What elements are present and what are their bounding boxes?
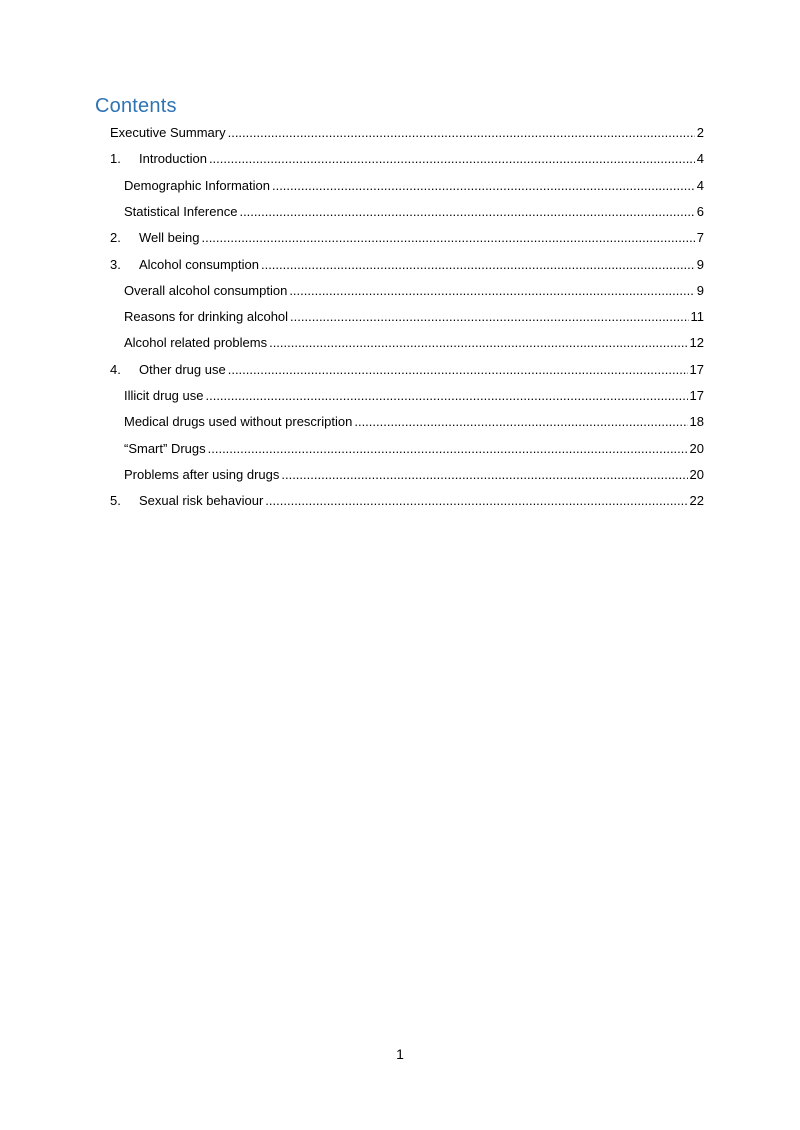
toc-dot-leader bbox=[228, 123, 695, 143]
toc-entry-title: Reasons for drinking alcohol bbox=[124, 309, 289, 325]
toc-dot-leader bbox=[201, 228, 694, 248]
toc-entry-page: 12 bbox=[689, 335, 704, 351]
toc-entry-page: 9 bbox=[696, 256, 704, 272]
toc-entry-title: “Smart” Drugs bbox=[124, 440, 206, 456]
toc-dot-leader bbox=[269, 333, 687, 353]
toc-dot-leader bbox=[261, 255, 695, 275]
toc-entry-page: 11 bbox=[690, 309, 704, 325]
toc-entry-number: 1. bbox=[110, 151, 121, 167]
toc-entry-title: Medical drugs used without prescription bbox=[124, 414, 353, 430]
toc-entry-number: 4. bbox=[110, 361, 121, 377]
toc-entry[interactable] bbox=[110, 123, 704, 143]
toc-entry[interactable] bbox=[124, 202, 704, 222]
toc-entry-title: Statistical Inference bbox=[124, 203, 238, 219]
toc-entry[interactable] bbox=[124, 333, 704, 353]
toc-entry-title: Well being bbox=[139, 230, 200, 246]
toc-entry-page: 6 bbox=[696, 203, 704, 219]
toc-entry-title: Illicit drug use bbox=[124, 388, 204, 403]
toc-entry-page: 9 bbox=[696, 282, 704, 298]
toc-entry-title: Alcohol related problems bbox=[124, 335, 268, 351]
toc-entry[interactable] bbox=[124, 307, 704, 327]
toc-entry-page: 17 bbox=[689, 361, 704, 377]
toc-dot-leader bbox=[228, 360, 688, 380]
toc-entry-number: 3. bbox=[110, 256, 121, 272]
toc-entry[interactable] bbox=[124, 386, 704, 406]
toc-entry-page: 22 bbox=[689, 493, 704, 509]
toc-entry[interactable] bbox=[110, 255, 704, 275]
toc-entry-title: Overall alcohol consumption bbox=[124, 282, 288, 298]
toc-entry-page: 20 bbox=[689, 440, 704, 456]
toc-entry[interactable] bbox=[124, 281, 704, 301]
toc-entry-title: Executive Summary bbox=[110, 125, 226, 140]
toc-entry-page: 7 bbox=[696, 230, 704, 246]
toc-entry-page: 18 bbox=[689, 414, 704, 430]
toc-entry-page: 2 bbox=[696, 125, 704, 140]
toc-entry-page: 4 bbox=[696, 177, 704, 193]
toc-dot-leader bbox=[265, 491, 687, 511]
toc-dot-leader bbox=[209, 149, 695, 169]
toc-entry-title: Other drug use bbox=[139, 361, 226, 377]
toc-entry-number: 2. bbox=[110, 230, 121, 246]
toc-entry[interactable] bbox=[110, 360, 704, 380]
toc-entry[interactable] bbox=[124, 465, 704, 485]
toc-entry-page: 20 bbox=[689, 466, 704, 482]
toc-dot-leader bbox=[205, 386, 687, 406]
toc-entry-title: Problems after using drugs bbox=[124, 466, 280, 482]
toc-entry-title: Introduction bbox=[139, 151, 207, 167]
toc-dot-leader bbox=[272, 176, 695, 196]
toc-entry-title: Alcohol consumption bbox=[139, 256, 259, 272]
toc-entry-number: 5. bbox=[110, 493, 121, 509]
toc-entry-page: 17 bbox=[689, 388, 704, 403]
toc-entry[interactable] bbox=[124, 412, 704, 432]
toc-entry[interactable] bbox=[124, 439, 704, 459]
toc-entry[interactable] bbox=[110, 491, 704, 511]
toc-entry-page: 4 bbox=[696, 151, 704, 167]
page-number: 1 bbox=[396, 1046, 404, 1062]
toc-dot-leader bbox=[208, 439, 688, 459]
toc-entry-title: Demographic Information bbox=[124, 177, 270, 193]
toc-dot-leader bbox=[239, 202, 694, 222]
toc-dot-leader bbox=[354, 412, 687, 432]
toc-entry[interactable] bbox=[124, 176, 704, 196]
toc-entry[interactable] bbox=[110, 228, 704, 248]
toc-dot-leader bbox=[290, 307, 688, 327]
toc-entry[interactable] bbox=[110, 149, 704, 169]
toc-dot-leader bbox=[281, 465, 687, 485]
toc-entry-title: Sexual risk behaviour bbox=[139, 493, 264, 509]
toc-dot-leader bbox=[289, 281, 694, 301]
toc-heading: Contents bbox=[95, 95, 177, 117]
